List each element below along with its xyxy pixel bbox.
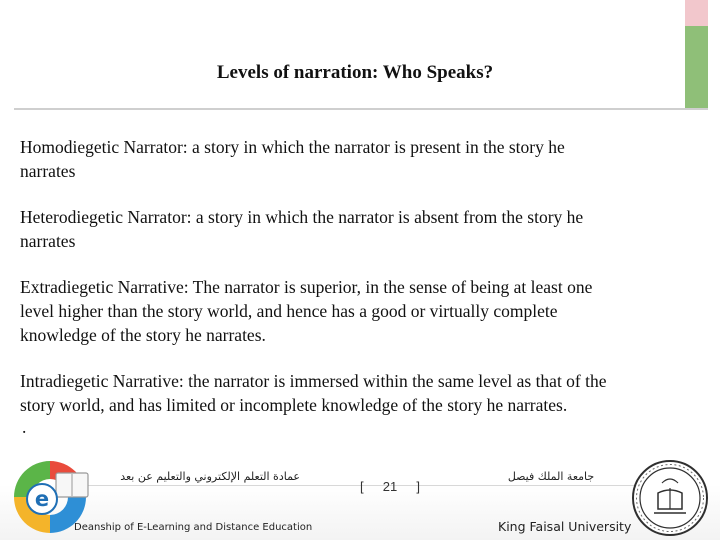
slide-title: Levels of narration: Who Speaks?	[216, 62, 494, 83]
corner-accent-pink	[685, 0, 708, 26]
deanship-arabic-name: عمادة التعلم الإلكتروني والتعليم عن بعد	[120, 470, 300, 483]
paragraph-intradiegetic	[20, 369, 700, 417]
title-divider	[14, 108, 708, 110]
paragraph-heterodiegetic	[20, 205, 700, 253]
paragraph-line: narrates	[20, 231, 76, 251]
trailing-mark: .	[22, 417, 27, 437]
paragraph-line: story world, and has limited or incomplete knowledge of the story he narrates.	[20, 395, 568, 415]
paragraph-extradiegetic	[20, 275, 700, 347]
paragraph-line: level higher than the story world, and hence has a good or virtually complete	[20, 301, 558, 321]
page-number: 21	[382, 479, 398, 494]
paragraph-line: Homodiegetic Narrator: a story in which the narrator is present in the story he	[20, 137, 565, 157]
paragraph-line: Heterodiegetic Narrator: a story in which the narrator is absent from the story he	[20, 207, 584, 227]
paragraph-line: knowledge of the story he narrates.	[20, 325, 266, 345]
page-bracket-open: [	[360, 479, 364, 494]
university-arabic-name: جامعة الملك فيصل	[507, 470, 595, 483]
paragraph-line: narrates	[20, 161, 76, 181]
elearning-logo-letter: e	[34, 487, 50, 511]
slide-footer	[0, 455, 720, 540]
paragraph-line: Intradiegetic Narrative: the narrator is immersed within the same level as that of the	[20, 371, 607, 391]
footer-divider	[58, 485, 640, 486]
page-bracket-close: ]	[416, 479, 420, 494]
paragraph-line: Extradiegetic Narrative: The narrator is superior, in the sense of being at least one	[20, 277, 593, 297]
university-seal-icon	[618, 457, 718, 539]
slide-body	[20, 135, 700, 437]
deanship-english-name: Deanship of E-Learning and Distance Education	[74, 522, 313, 533]
page-number-indicator	[360, 479, 420, 494]
university-english-name: King Faisal University	[498, 519, 632, 534]
paragraph-homodiegetic	[20, 135, 700, 183]
